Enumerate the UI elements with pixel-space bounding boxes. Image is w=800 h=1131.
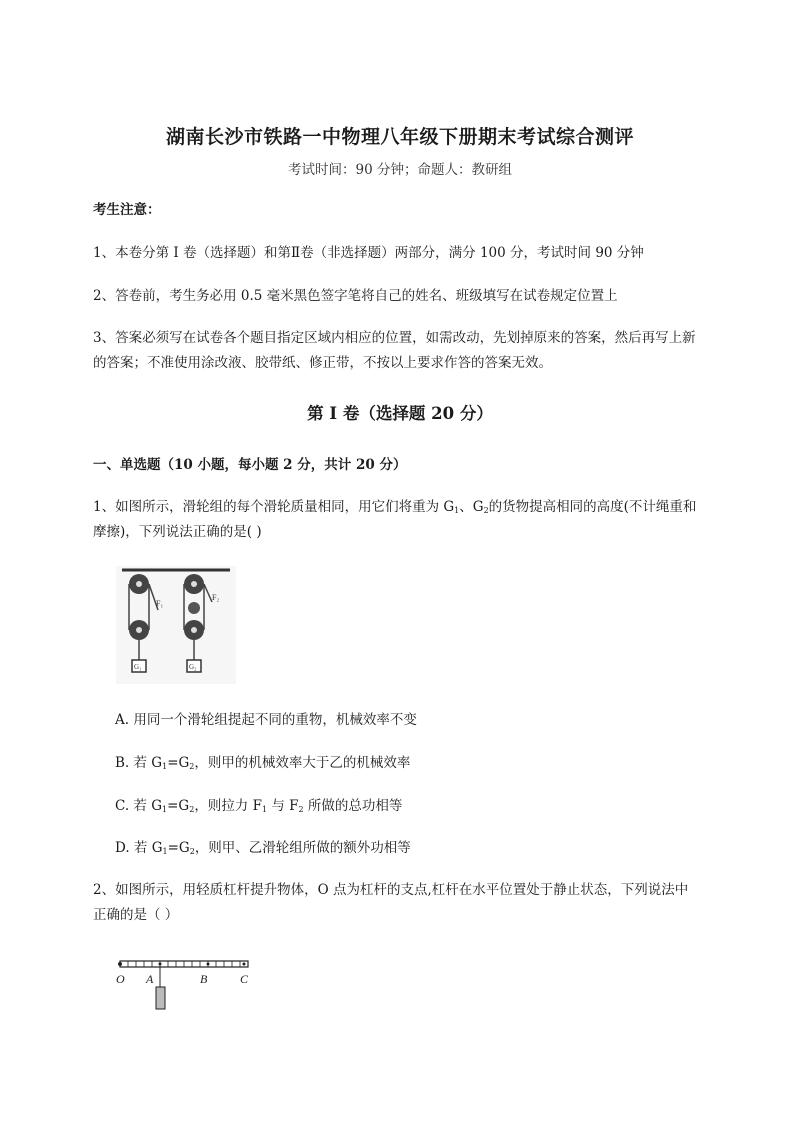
force-label-f1: F₁ xyxy=(156,599,164,608)
section-title: 第 I 卷（选择题 20 分） xyxy=(307,404,493,423)
notice-item-1: 1、本卷分第 I 卷（选择题）和第Ⅱ卷（非选择题）两部分，满分 100 分，考试时间 90 分钟 xyxy=(93,245,644,261)
middle-pulley-right xyxy=(188,602,200,614)
axle-icon xyxy=(191,581,197,587)
weight-label-g2: G₂ xyxy=(189,663,197,671)
part-heading: 一、单选题（10 小题，每小题 2 分，共计 20 分） xyxy=(93,457,407,473)
q1-option-c[interactable]: C. 若 $G_1=G_2$，则拉力 $F_1$ 与 $F_2$ 所做的总功相等 xyxy=(115,798,403,814)
label-c: C xyxy=(240,972,249,986)
q1-option-a[interactable]: A. 用同一个滑轮组提起不同的重物，机械效率不变 xyxy=(115,712,417,728)
q1-stem-line2: 摩擦)，下列说法正确的是( ) xyxy=(93,524,262,540)
exam-subtitle: 考试时间：90 分钟；命题人：教研组 xyxy=(288,162,512,178)
lever-figure xyxy=(112,955,262,1015)
point-c xyxy=(243,963,246,966)
notice-item-3-cont: 的答案；不准使用涂改液、胶带纸、修正带，不按以上要求作答的答案无效。 xyxy=(93,355,552,371)
label-b: B xyxy=(200,972,208,986)
label-a: A xyxy=(146,972,154,986)
axle-icon xyxy=(191,627,197,633)
point-b xyxy=(207,963,210,966)
label-o: O xyxy=(116,972,125,986)
q1-stem: 1、如图所示，滑轮组的每个滑轮质量相同，用它们将重为 $G_1$、$G_2$的货物提高相同的高度(不计绳重和 xyxy=(93,499,697,515)
hanging-weight xyxy=(156,987,165,1009)
notice-heading: 考生注意： xyxy=(93,202,161,218)
pulley-figure xyxy=(112,562,242,687)
axle-icon xyxy=(136,581,142,587)
notice-item-3: 3、答案必须写在试卷各个题目指定区域内相应的位置，如需改动，先划掉原来的答案，然后再写上新 xyxy=(93,330,696,346)
axle-icon xyxy=(136,627,142,633)
exam-title: 湖南长沙市铁路一中物理八年级下册期末考试综合测评 xyxy=(165,126,634,148)
q2-stem: 2、如图所示，用轻质杠杆提升物体，O 点为杠杆的支点,杠杆在水平位置处于静止状态，下列说法中 xyxy=(93,882,689,898)
pivot-point xyxy=(118,962,122,966)
notice-item-2: 2、答卷前，考生务必用 0.5 毫米黑色签字笔将自己的姓名、班级填写在试卷规定位置上 xyxy=(93,288,618,304)
q1-option-b[interactable]: B. 若 $G_1=G_2$，则甲的机械效率大于乙的机械效率 xyxy=(115,755,411,771)
q2-stem-line2: 正确的是（ ） xyxy=(93,907,179,923)
point-a xyxy=(159,963,162,966)
force-label-f2: F₂ xyxy=(212,593,220,602)
q1-option-d[interactable]: D. 若 $G_1=G_2$，则甲、乙滑轮组所做的额外功相等 xyxy=(115,840,411,856)
weight-label-g1: G₁ xyxy=(134,663,142,671)
